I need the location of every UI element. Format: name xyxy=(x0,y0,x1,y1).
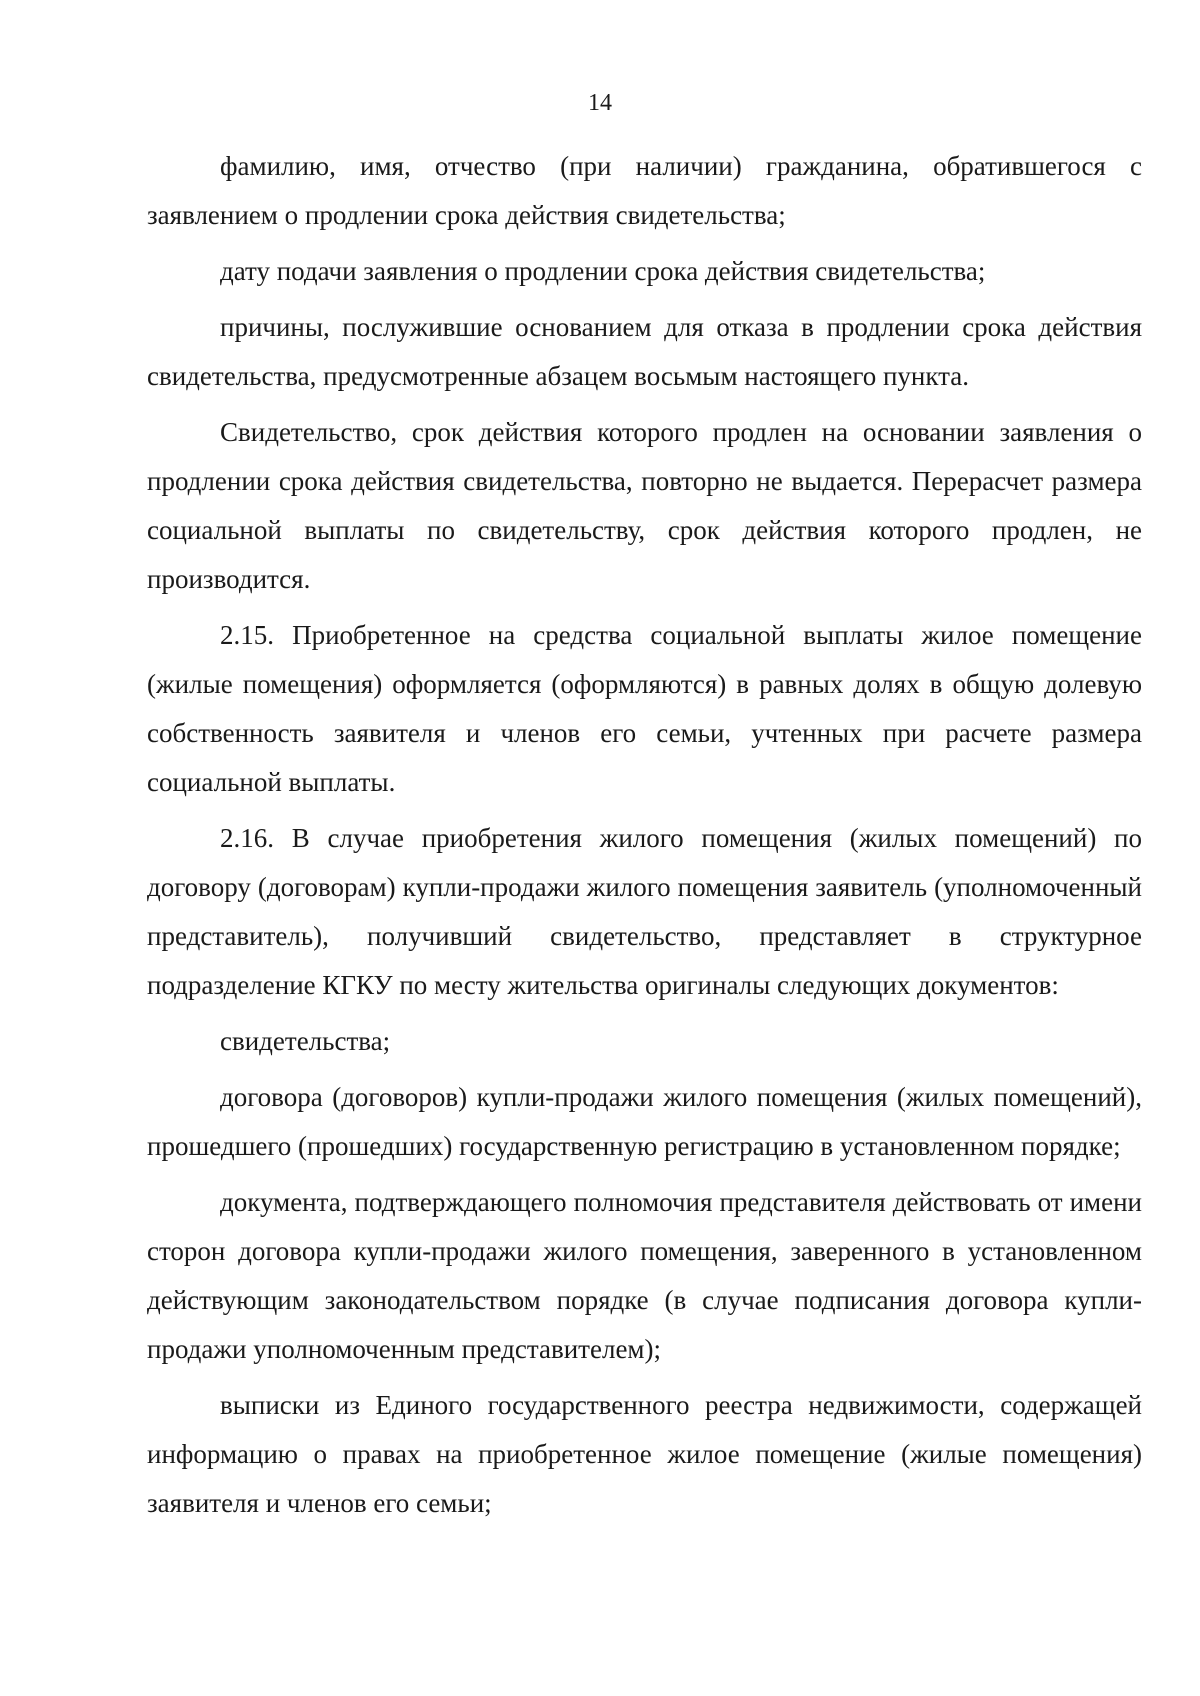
paragraph-applicant-name: фамилию, имя, отчество (при наличии) гражданина, обратившегося с заявлением о продлении срока действия свидетельства; xyxy=(147,151,1142,230)
list-item-certificate: свидетельства; xyxy=(220,1026,391,1056)
document-body xyxy=(147,142,1142,1535)
list-item-sale-contract: договора (договоров) купли-продажи жилого помещения (жилых помещений), прошедшего (прошедших) государственную регистрацию в установленном порядке; xyxy=(147,1082,1142,1161)
paragraph-section-2-16: 2.16. В случае приобретения жилого помещения (жилых помещений) по договору (договорам) купли-продажи жилого помещения заявитель (уполномоченный представитель), получивший свидетельство, представляет в структурное подразделение КГКУ по месту жительства оригиналы следующих документов: xyxy=(147,823,1142,1000)
paragraph-refusal-reasons: причины, послужившие основанием для отказа в продлении срока действия свидетельства, предусмотренные абзацем восьмым настоящего пункта. xyxy=(147,312,1142,391)
list-item-power-of-attorney: документа, подтверждающего полномочия представителя действовать от имени сторон договора купли-продажи жилого помещения, заверенного в установленном действующим законодательством порядке (в случае подписания договора купли-продажи уполномоченным представителем); xyxy=(147,1187,1142,1364)
paragraph-application-date: дату подачи заявления о продлении срока действия свидетельства; xyxy=(220,256,986,286)
paragraph-section-2-15: 2.15. Приобретенное на средства социальной выплаты жилое помещение (жилые помещения) оформляется (оформляются) в равных долях в общую долевую собственность заявителя и членов его семьи, учтенных при расчете размера социальной выплаты. xyxy=(147,620,1142,797)
paragraph-certificate-extension: Свидетельство, срок действия которого продлен на основании заявления о продлении срока действия свидетельства, повторно не выдается. Перерасчет размера социальной выплаты по свидетельству, срок действия которого продлен, не производится. xyxy=(147,417,1142,594)
list-item-registry-extract: выписки из Единого государственного реестра недвижимости, содержащей информацию о правах на приобретенное жилое помещение (жилые помещения) заявителя и членов его семьи; xyxy=(147,1390,1142,1518)
page-number: 14 xyxy=(588,90,612,116)
